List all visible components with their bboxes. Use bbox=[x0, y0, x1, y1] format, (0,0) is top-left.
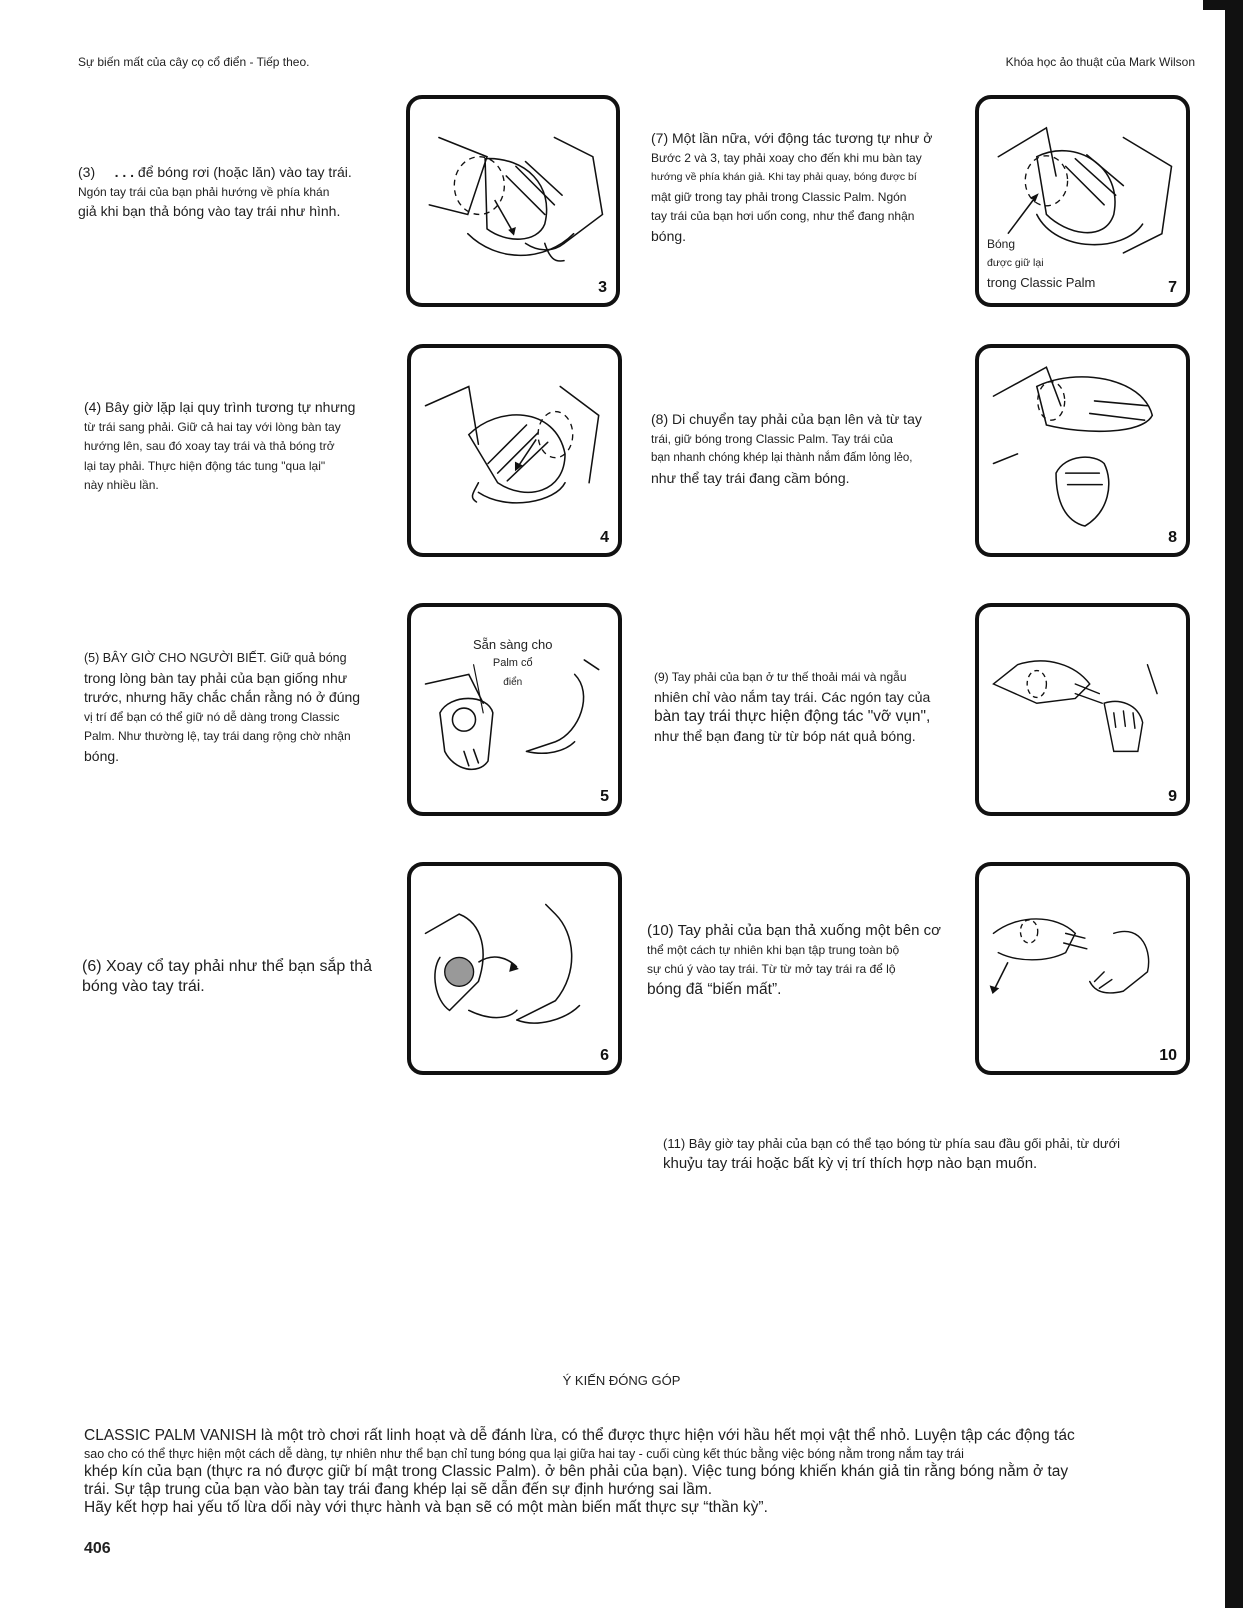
step-10-line1: (10) Tay phải của bạn thả xuống một bên cơ bbox=[647, 922, 941, 939]
step-6-line2: bóng vào tay trái. bbox=[82, 978, 205, 995]
step-9-line4: như thể bạn đang từ từ bóp nát quả bóng. bbox=[654, 727, 916, 744]
step-5-line4: vị trí để bạn có thể giữ nó dễ dàng trong Classic bbox=[84, 709, 340, 724]
summary-line-1: CLASSIC PALM VANISH là một trò chơi rất linh hoạt và dễ đánh lừa, có thể được thực hiện với hầu hết mọi vật thể nhỏ. Luyện tập các động tác bbox=[84, 1427, 1075, 1444]
summary-line-2: sao cho có thể thực hiện một cách dễ dàng, tự nhiên như thể bạn chỉ tung bóng qua lại giữa hai tay - cuối cùng kết thúc bằng việc bóng nằm trong nắm tay trái bbox=[84, 1447, 964, 1461]
step-8-line3: bạn nhanh chóng khép lại thành nắm đấm lỏng lẻo, bbox=[651, 452, 913, 464]
step-6-text bbox=[82, 957, 402, 997]
hands-toss-back-drawing bbox=[411, 348, 618, 553]
step-5-line2: trong lòng bàn tay phải của bạn giống như bbox=[84, 669, 348, 686]
hands-drop-ball-drawing bbox=[410, 99, 616, 303]
step-9-line2: nhiên chỉ vào nắm tay trái. Các ngón tay của bbox=[654, 688, 931, 705]
step-10-number: 10 bbox=[1159, 1047, 1177, 1064]
step-5-illustration bbox=[407, 603, 622, 816]
step-5-caption-3: điển bbox=[503, 677, 523, 688]
step-5-caption bbox=[473, 635, 553, 692]
step-6-line1: (6) Xoay cổ tay phải như thể bạn sắp thả bbox=[82, 958, 373, 975]
summary-line-5: Hãy kết hợp hai yếu tố lừa dối này với thực hành và bạn sẽ có một màn biến mất thực sự “thần kỳ”. bbox=[84, 1499, 768, 1516]
step-7-line2: Bước 2 và 3, tay phải xoay cho đến khi mu bàn tay bbox=[651, 150, 922, 165]
step-8-text bbox=[651, 410, 971, 488]
step-10-text bbox=[647, 921, 977, 999]
step-8-line2: trái, giữ bóng trong Classic Palm. Tay trái của bbox=[651, 431, 893, 446]
step-4-text bbox=[84, 398, 394, 496]
step-9-illustration bbox=[975, 603, 1190, 816]
step-5-line3: trước, nhưng hãy chắc chắn rằng nó ở đúng bbox=[84, 689, 361, 705]
step-11-text bbox=[663, 1134, 1203, 1173]
step-10-line4: bóng đã “biến mất”. bbox=[647, 980, 782, 998]
step-8-illustration bbox=[975, 344, 1190, 557]
hands-lift-away-drawing bbox=[979, 348, 1186, 553]
step-10-line3: sự chú ý vào tay trái. Từ từ mở tay trái ra để lộ bbox=[647, 962, 896, 976]
step-7-number: 7 bbox=[1168, 279, 1177, 296]
step-7-caption-3: trong Classic Palm bbox=[987, 275, 1096, 290]
step-5-number: 5 bbox=[600, 788, 609, 805]
step-10-line2: thể một cách tự nhiên khi bạn tập trung toàn bộ bbox=[647, 942, 900, 957]
step-5-text bbox=[84, 649, 404, 766]
step-6-illustration bbox=[407, 862, 622, 1075]
wrist-turn-drawing bbox=[411, 866, 618, 1071]
step-4-line4: lại tay phải. Thực hiện động tác tung "qua lại" bbox=[84, 458, 326, 473]
step-5-line6: bóng. bbox=[84, 747, 120, 764]
step-5-line1: (5) BÂY GIỜ CHO NGƯỜI BIẾT. Giữ quả bóng bbox=[84, 651, 347, 665]
step-3-number: 3 bbox=[598, 279, 607, 296]
running-header-right: Khóa học ảo thuật của Mark Wilson bbox=[1005, 55, 1195, 69]
empty-hand-reveal-drawing bbox=[979, 866, 1186, 1071]
step-4-line1: (4) Bây giờ lặp lại quy trình tương tự nhưng bbox=[84, 399, 356, 415]
crumble-fingers-drawing bbox=[979, 607, 1186, 812]
step-3-line2: Ngón tay trái của bạn phải hướng về phía khán bbox=[78, 184, 330, 199]
step-7-caption-1: Bóng bbox=[987, 237, 1016, 251]
section-title: Ý KIẾN ĐÓNG GÓP bbox=[562, 1373, 681, 1388]
summary-paragraph bbox=[84, 1427, 1184, 1517]
step-3-lead: (3) bbox=[78, 164, 96, 180]
step-9-line1: (9) Tay phải của bạn ở tư thế thoải mái và ngẫu bbox=[654, 670, 907, 684]
step-8-number: 8 bbox=[1168, 529, 1177, 546]
step-5-caption-1: Sẵn sàng cho bbox=[473, 637, 553, 652]
step-3-line3: giả khi bạn thả bóng vào tay trái như hình. bbox=[78, 203, 341, 219]
step-7-line4: mật giữ trong tay phải trong Classic Palm. Ngón bbox=[651, 189, 907, 204]
step-5-line5: Palm. Như thường lệ, tay trái dang rộng chờ nhận bbox=[84, 729, 351, 743]
step-11-line1: (11) Bây giờ tay phải của bạn có thể tạo bóng từ phía sau đầu gối phải, từ dưới bbox=[663, 1136, 1121, 1151]
summary-line-4: trái. Sự tập trung của bạn vào bàn tay trái đang khép lại sẽ dẫn đến sự định hướng sai lầm. bbox=[84, 1481, 713, 1498]
step-5-caption-2: Palm cổ bbox=[492, 657, 533, 669]
step-4-line5: này nhiều lần. bbox=[84, 478, 159, 492]
step-9-line3: bàn tay trái thực hiện động tác "vỡ vụn", bbox=[654, 708, 931, 725]
step-4-line3: hướng lên, sau đó xoay tay trái và thả bóng trở bbox=[84, 439, 335, 453]
step-7-line5: tay trái của bạn hơi uốn cong, như thể đang nhận bbox=[651, 209, 915, 223]
page-number: 406 bbox=[84, 1540, 111, 1557]
step-7-line1: (7) Một lần nữa, với động tác tương tự như ở bbox=[651, 130, 933, 146]
step-3-line1: để bóng rơi (hoặc lăn) vào tay trái. bbox=[137, 164, 352, 180]
step-4-line2: từ trái sang phải. Giữ cả hai tay với lòng bàn tay bbox=[84, 419, 341, 434]
step-7-caption bbox=[987, 235, 1095, 292]
step-7-line6: bóng. bbox=[651, 227, 687, 244]
running-header-left: Sự biến mất của cây cọ cổ điển - Tiếp theo. bbox=[78, 55, 310, 69]
step-7-line3: hướng về phía khán giả. Khi tay phải quay, bóng được bí bbox=[651, 171, 917, 183]
step-7-text bbox=[651, 129, 971, 246]
step-8-line1: (8) Di chuyển tay phải của bạn lên và từ tay bbox=[651, 411, 922, 427]
step-7-caption-2: được giữ lại bbox=[987, 257, 1044, 269]
step-3-dots: . . . bbox=[114, 164, 135, 180]
step-3-illustration bbox=[406, 95, 620, 307]
step-3-text bbox=[78, 163, 378, 222]
step-4-illustration bbox=[407, 344, 622, 557]
step-8-line4: như thể tay trái đang cầm bóng. bbox=[651, 469, 850, 486]
step-4-number: 4 bbox=[600, 529, 609, 546]
step-9-text bbox=[654, 668, 974, 746]
step-7-illustration bbox=[975, 95, 1190, 307]
summary-line-3: khép kín của bạn (thực ra nó được giữ bí mật trong Classic Palm). ở bên phải của bạn). Việc tung bóng khiến khán giả tin rằng bóng nằm ở tay bbox=[84, 1463, 1069, 1480]
step-11-line2: khuỷu tay trái hoặc bất kỳ vị trí thích hợp nào bạn muốn. bbox=[663, 1154, 1038, 1172]
scan-edge bbox=[1225, 0, 1243, 1608]
step-9-number: 9 bbox=[1168, 788, 1177, 805]
step-6-number: 6 bbox=[600, 1047, 609, 1064]
step-10-illustration bbox=[975, 862, 1190, 1075]
scan-corner bbox=[1203, 0, 1243, 10]
